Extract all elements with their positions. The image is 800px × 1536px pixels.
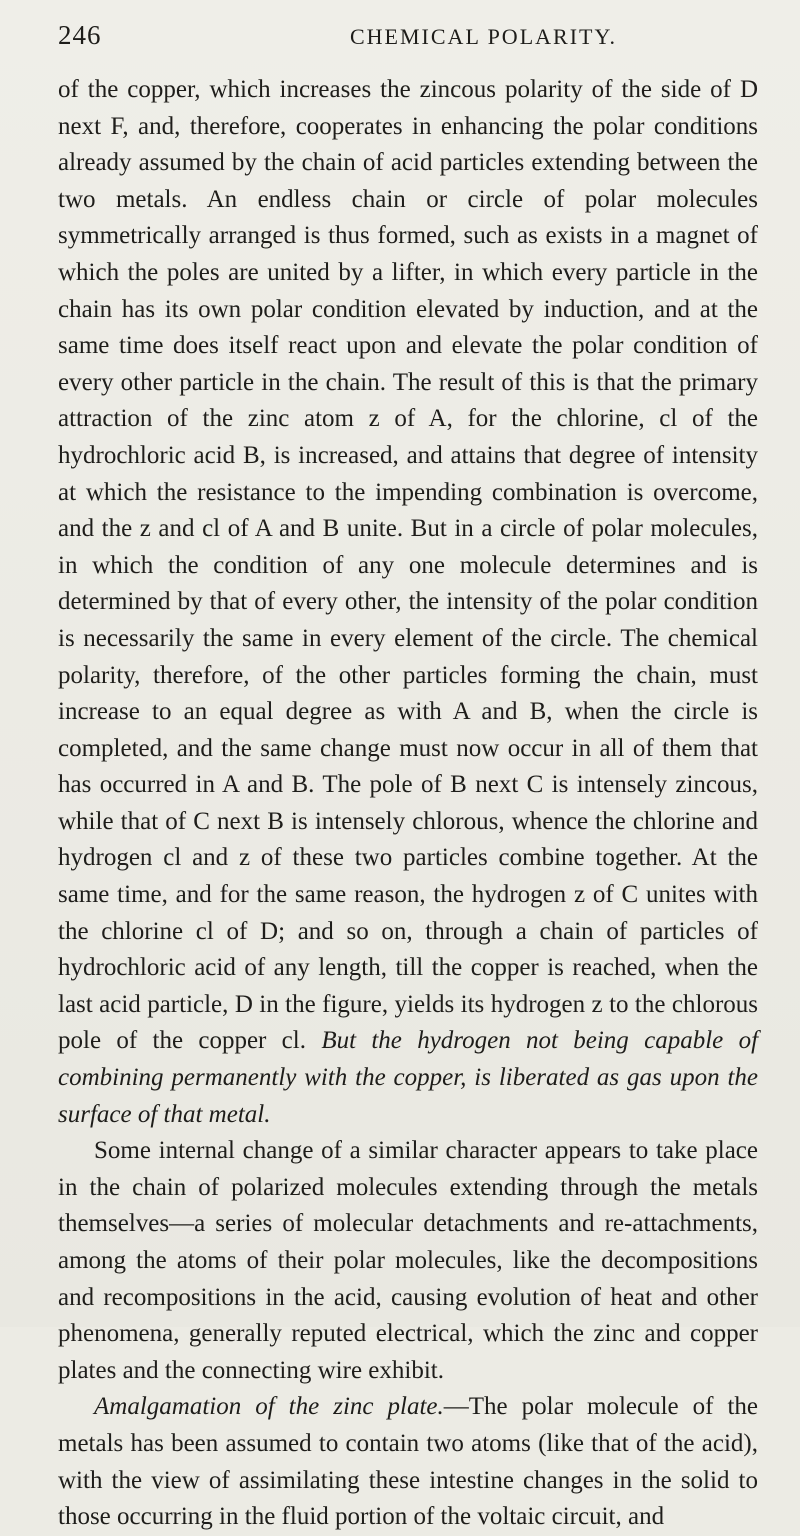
section-heading-amalgamation: Amalgamation of the zinc plate. xyxy=(94,1393,444,1421)
paragraph-2: Some internal change of a similar character appears to take place in the chain of polarized molecules extending through the metals themselves—a series of molecular detachments and re-attachments, among the atoms of their polar molecules, like the decompositions and recompositions in the acid, causing evolution of heat and other phenomena, generally reputed electrical, which the zinc and copper plates and the connecting wire exhibit. xyxy=(58,1137,758,1384)
paragraph-1-text: of the copper, which increases the zincous polarity of the side of D next F, and, therefore, cooperates in enhancing the polar conditions already assumed by the chain of acid particles extending between the two metals. An endless chain or circle of polar molecules symmetrically arranged is thus formed, such as exists in a magnet of which the poles are united by a lifter, in which every particle in the chain has its own polar condition elevated by induction, and at the same time does itself react upon and elevate the polar condition of every other particle in the chain. The result of this is that the primary attraction of the zinc atom z of A, for the chlorine, cl of the hydrochloric acid B, is increased, and attains that degree of intensity at which the resistance to the impending combination is overcome, and the z and cl of A and B unite. But in a circle of polar molecules, in which the condition of any one molecule determines and is determined by that of every other, the intensity of the polar condition is necessarily the same in every element of the circle. The chemical polarity, therefore, of the other particles forming the chain, must increase to an equal degree as with A and B, when the circle is completed, and the same change must now occur in all of them that has occurred in A and B. The pole of B next C is intensely zincous, while that of C next B is intensely chlorous, whence the chlorine and hydrogen cl and z of these two particles combine together. At the same time, and for the same reason, the hydrogen z of C unites with the chlorine cl of D; and so on, through a chain of particles of hydrochloric acid of any length, till the copper is reached, when the last acid particle, D in the figure, yields its hydrogen z to the chlorous pole of the copper cl. xyxy=(58,76,758,1055)
paragraph-1-italic: But the hydrogen not being capable of combining permanently with the copper, is liberated as gas upon the surface of that metal. xyxy=(58,1027,759,1128)
body-text xyxy=(58,72,758,1536)
running-title: CHEMICAL POLARITY. xyxy=(350,24,618,49)
page-number: 246 xyxy=(58,20,102,50)
running-head xyxy=(58,20,758,60)
paragraph-3 xyxy=(58,1389,758,1535)
paragraph-3-text: —The polar molecule of the metals has been assumed to contain two atoms (like that of the acid), with the view of assimilating these intestine changes in the solid to those occurring in the fluid portion of the voltaic circuit, and xyxy=(58,1393,759,1531)
paragraph-1 xyxy=(58,72,758,1133)
